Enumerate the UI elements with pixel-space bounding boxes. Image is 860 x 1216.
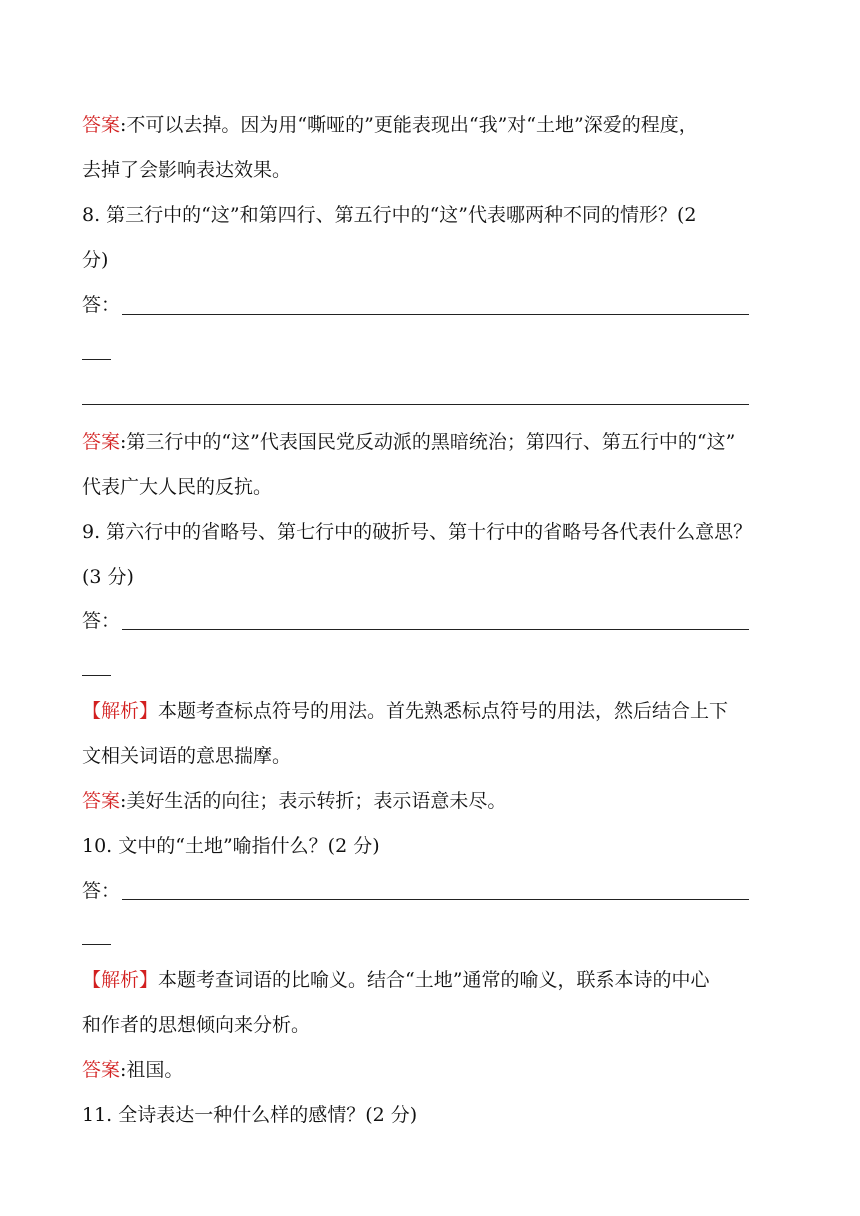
q9-question-text-1: 9. 第六行中的省略号、第七行中的破折号、第十行中的省略号各代表什么意思？ (82, 521, 753, 543)
q8-answer-blank-2[interactable] (82, 404, 749, 405)
analysis-label: 【解析】 (82, 700, 159, 722)
answer-label: 答案 (82, 114, 121, 136)
q8-answer-blank-tail[interactable] (82, 359, 111, 360)
q7-answer-line-2 (82, 157, 782, 183)
analysis-label: 【解析】 (82, 969, 159, 991)
answer-colon: : (120, 1059, 127, 1081)
q9-answer-text: 美好生活的向往；表示转折；表示语意未尽。 (126, 790, 507, 812)
q9-answer-prompt-line (82, 608, 782, 634)
answer-colon: : (120, 431, 127, 453)
q9-answer-blank-tail[interactable] (82, 675, 111, 676)
q8-answer-text-2: 代表广大人民的反抗。 (82, 476, 273, 498)
q8-answer-prompt: 答： (82, 294, 121, 316)
q9-answer-prompt: 答： (82, 610, 121, 632)
q10-analysis-text-2: 和作者的思想倾向来分析。 (82, 1014, 311, 1036)
q9-analysis-line-1 (82, 698, 782, 724)
q10-answer-blank-1[interactable] (122, 899, 749, 900)
q10-answer-text: 祖国。 (126, 1059, 184, 1081)
q7-answer-line-1 (82, 112, 782, 138)
q11-question-text: 11. 全诗表达一种什么样的感情？(2 分) (82, 1104, 418, 1126)
q10-answer-prompt-line (82, 878, 782, 904)
q8-question-line-1 (82, 202, 782, 228)
q8-question-line-2 (82, 247, 782, 273)
answer-colon: : (120, 114, 127, 136)
q9-question-line-2 (82, 564, 782, 590)
q9-analysis-line-2 (82, 743, 782, 769)
q9-answer-blank-1[interactable] (122, 629, 749, 630)
q10-analysis-text-1: 本题考查词语的比喻义。结合“土地”通常的喻义，联系本诗的中心 (158, 969, 710, 991)
q7-answer-text-1: 不可以去掉。因为用“嘶哑的”更能表现出“我”对“土地”深爱的程度， (126, 114, 698, 136)
q10-analysis-line-1 (82, 967, 782, 993)
q10-answer-blank-tail[interactable] (82, 944, 111, 945)
answer-colon: : (120, 790, 127, 812)
q9-analysis-text-1: 本题考查标点符号的用法。首先熟悉标点符号的用法，然后结合上下 (158, 700, 729, 722)
q8-question-text-2: 分) (82, 249, 109, 271)
q9-analysis-text-2: 文相关词语的意思揣摩。 (82, 745, 292, 767)
q10-analysis-line-2 (82, 1012, 782, 1038)
q9-question-text-2: (3 分) (82, 566, 134, 588)
answer-label: 答案 (82, 1059, 121, 1081)
q8-answer-line-2 (82, 474, 782, 500)
q9-answer-line (82, 788, 782, 814)
q10-question-text: 10. 文中的“土地”喻指什么？(2 分) (82, 835, 380, 857)
q11-question-line (82, 1102, 782, 1128)
answer-label: 答案 (82, 431, 121, 453)
q10-answer-line (82, 1057, 782, 1083)
q8-question-text-1: 8. 第三行中的“这”和第四行、第五行中的“这”代表哪两种不同的情形？(2 (82, 204, 697, 226)
q8-answer-text-1: 第三行中的“这”代表国民党反动派的黑暗统治；第四行、第五行中的“这” (126, 431, 736, 453)
q8-answer-line-1 (82, 429, 782, 455)
answer-label: 答案 (82, 790, 121, 812)
q8-answer-blank-1[interactable] (122, 314, 749, 315)
q9-question-line-1 (82, 519, 782, 545)
q10-answer-prompt: 答： (82, 880, 121, 902)
q7-answer-text-2: 去掉了会影响表达效果。 (82, 159, 292, 181)
q10-question-line (82, 833, 782, 859)
